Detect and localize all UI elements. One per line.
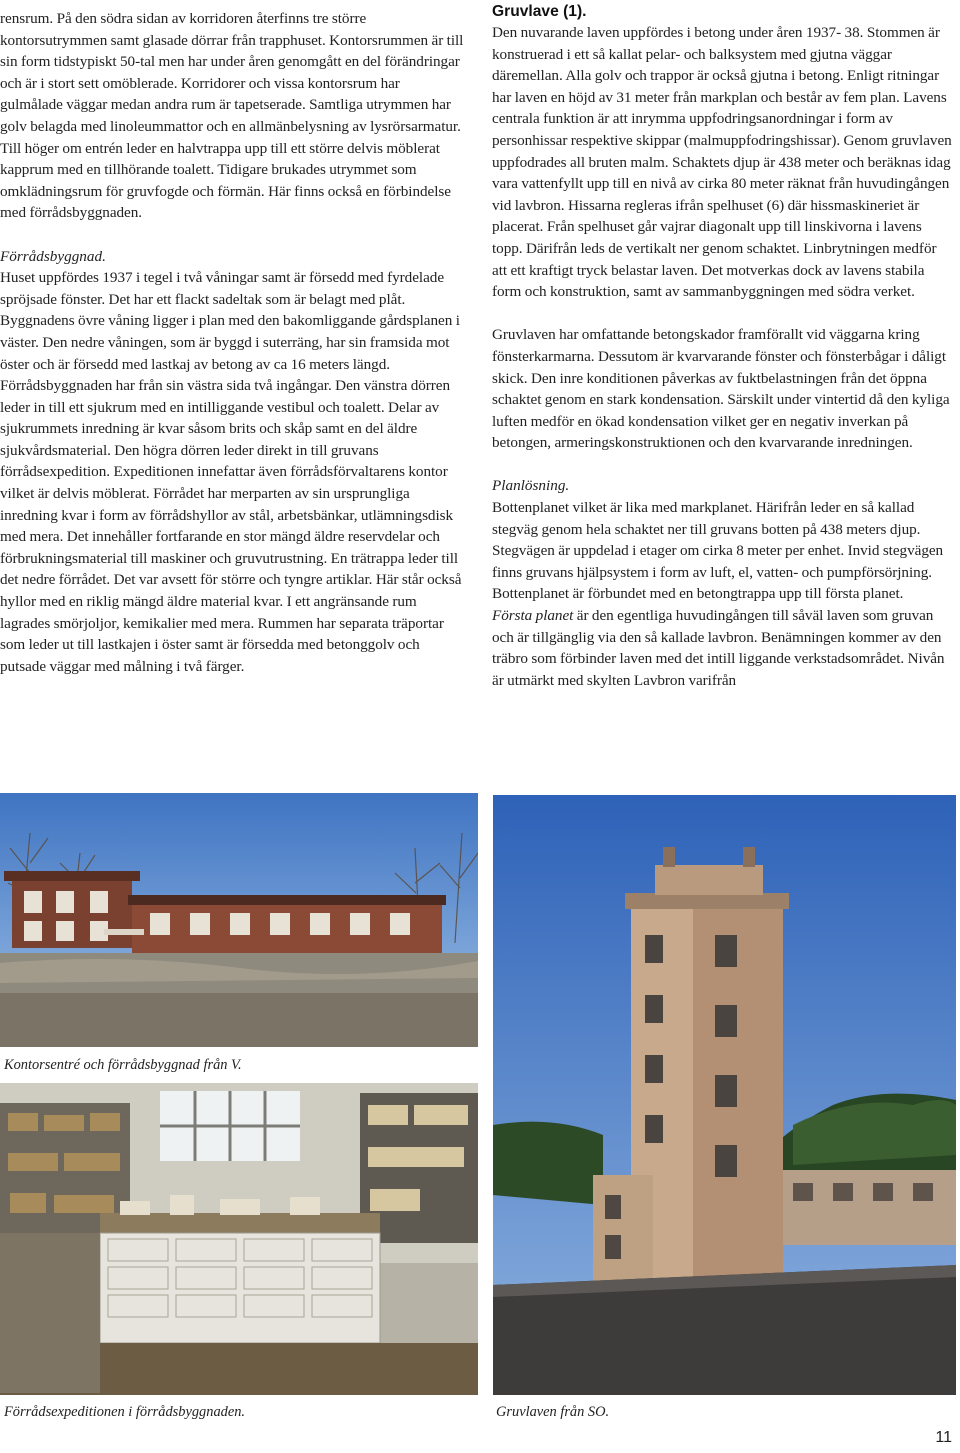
photo-storage-expedition — [0, 1083, 478, 1395]
page-number: 11 — [935, 1429, 952, 1446]
right-column — [492, 0, 954, 691]
photo-storage-interior-illustration — [0, 1083, 478, 1395]
left-paragraph-1: rensrum. På den södra sidan av korridoren återfinns tre större kontorsutrymmen samt glasade dörrar från trapphuset. Kontorsrummen är till sin form tidstypiskt 50-tal men har under åren genomgått en del förändringar och är i stort sett omöblerade. Korridorer och vissa kontorsrum har gulmålade väggar medan andra rum är tapetserade. Samtliga utrymmen har golv belagda med linoleummattor och en allmänbelysning av lysrörsarmatur. Till höger om entrén leder en halvtrappa upp till ett större delvis möblerat kapprum med en tillhörande toalett. Tidigare brukades utrymmet som omklädningsrum för gruvfogde och förmän. Här finns också en förbindelse med förrådsbyggnaden. — [0, 10, 464, 222]
right-paragraph-4 — [492, 605, 954, 691]
left-subhead-forradsbyggnad: Förrådsbyggnad. — [0, 247, 106, 265]
right-paragraph-2: Gruvlaven har omfattande betongskador framförallt vid väggarna kring fönsterkarmarna. Dessutom är kvarvarande fönster och fönsterbågar i dåligt skick. Den inre konditionen påverkas av fuktbelastningen från det öppna schaktet genom en stark kondensation. Särskilt under vintertid då den kyliga luften medför en ökad kondensation vilket ger en negativ inverkan på betongen, armeringskonstruktionen och den kvarvarande inredningen. — [492, 326, 950, 452]
left-paragraph-2: Huset uppfördes 1937 i tegel i två våningar samt är försedd med fyrdelade spröjsade fönster. Det har ett flackt sadeltak som är belagt med plåt. Byggnadens övre våning ligger i plan med den bakomliggande gårdsplanen i väster. Den nedre våningen, som är byggd i suterräng, har sin framsida mot öster och är försedd med lastkaj av betong av ca 16 meters längd. Förrådsbyggnaden har från sin västra sida två ingångar. Den vänstra dörren leder in till ett sjukrum med en intilliggande vestibul och toalett. Delar av sjukrummets inredning är kvar såsom brits och skåp samt en del äldre sjukvårdsmaterial. Den högra dörren leder direkt in till gruvans förrådsexpedition. Expeditionen innefattar även förrådsförvaltarens kontor vilket är delvis möblerat. Förrådet har merparten av sin ursprungliga inredning kvar i form av förrådshyllor av stål, arbetsbänkar, utlämningsdisk med mera. Det innehåller fortfarande en stor mängd äldre reservdelar och förbrukningsmaterial till maskiner och gruvutrustning. En trätrappa leder till det nedre förrådet. Det var avsett för större och tyngre artiklar. Här står också hyllor med en riklig mängd äldre material kvar. I ett angränsande rum lagrades smörjoljor, kemikalier med mera. Rummen har separata träportar som leder ut till lastkajen i öster samt är försedda med betonggolv och putsade väggar med målning i två färger. — [0, 269, 462, 675]
photo-office-and-storage-building — [0, 793, 478, 1047]
photo-headframe-illustration — [493, 795, 956, 1395]
caption-photo-3: Gruvlaven från SO. — [496, 1404, 610, 1420]
left-column — [0, 0, 465, 677]
caption-photo-1: Kontorsentré och förrådsbyggnad från V. — [4, 1057, 242, 1073]
right-subhead-planlosning: Planlösning. — [492, 477, 570, 495]
right-paragraph-4-text: är den egentliga huvudingången till såväl laven som gruvan och är tillgänglig via den så kallade lavbron. Benämningen kommer av den träbro som förbinder laven med det intill liggande verkstadsområdet. Nivån är utmärkt med skylten Lavbron varifrån — [492, 607, 945, 689]
section-heading-gruvlave: Gruvlave (1). — [492, 3, 587, 20]
right-paragraph-1: Den nuvarande laven uppfördes i betong under åren 1937- 38. Stommen är konstruerad i ett så kallat pelar- och balksystem med gjutna väggar däremellan. Alla golv och trappor är också gjutna i betong. Enligt ritningar har laven en höjd av 31 meter från markplan och består av fem plan. Lavens centrala funktion är att inrymma uppfodringsanordningar i form av personhissar respektive skippar (malmuppfodringshissar). Genom gruvlaven uppfodrades all bruten malm. Schaktets djup är 438 meter och beräknas idag vara vattenfyllt upp till en nivå av cirka 80 meter räknat från huvudingången vid lavbron. Hissarna regleras ifrån spelhuset (6) där hissmaskineriet är placerat. Från spelhuset går vajrar diagonalt upp till linskivorna i lavens topp. Därifrån leds de vertikalt ner genom schaktet. Linbrytningen medför att ett kraftigt tryck belastar laven. Det motverkas dock av lavens stabila form och konstruktion, samt av sammanbyggningen med södra verket. — [492, 24, 952, 301]
right-paragraph-3: Bottenplanet vilket är lika med markplanet. Härifrån leder en så kallad stegväg genom hela schaktet ner till gruvans botten på 438 meters djup. Stegvägen är uppdelad i etager om cirka 8 meter per enhet. Invid stegvägen finns gruvans hjälpsystem i form av luft, el, vatten- och pumpförsörjning. Bottenplanet är förbundet med en betongtrappa upp till första planet. — [492, 499, 944, 603]
photo-office-building-illustration — [0, 793, 478, 1047]
first-plan-term: Första planet — [492, 607, 574, 625]
caption-photo-2: Förrådsexpeditionen i förrådsbyggnaden. — [4, 1404, 246, 1420]
photo-mine-headframe — [493, 795, 956, 1395]
